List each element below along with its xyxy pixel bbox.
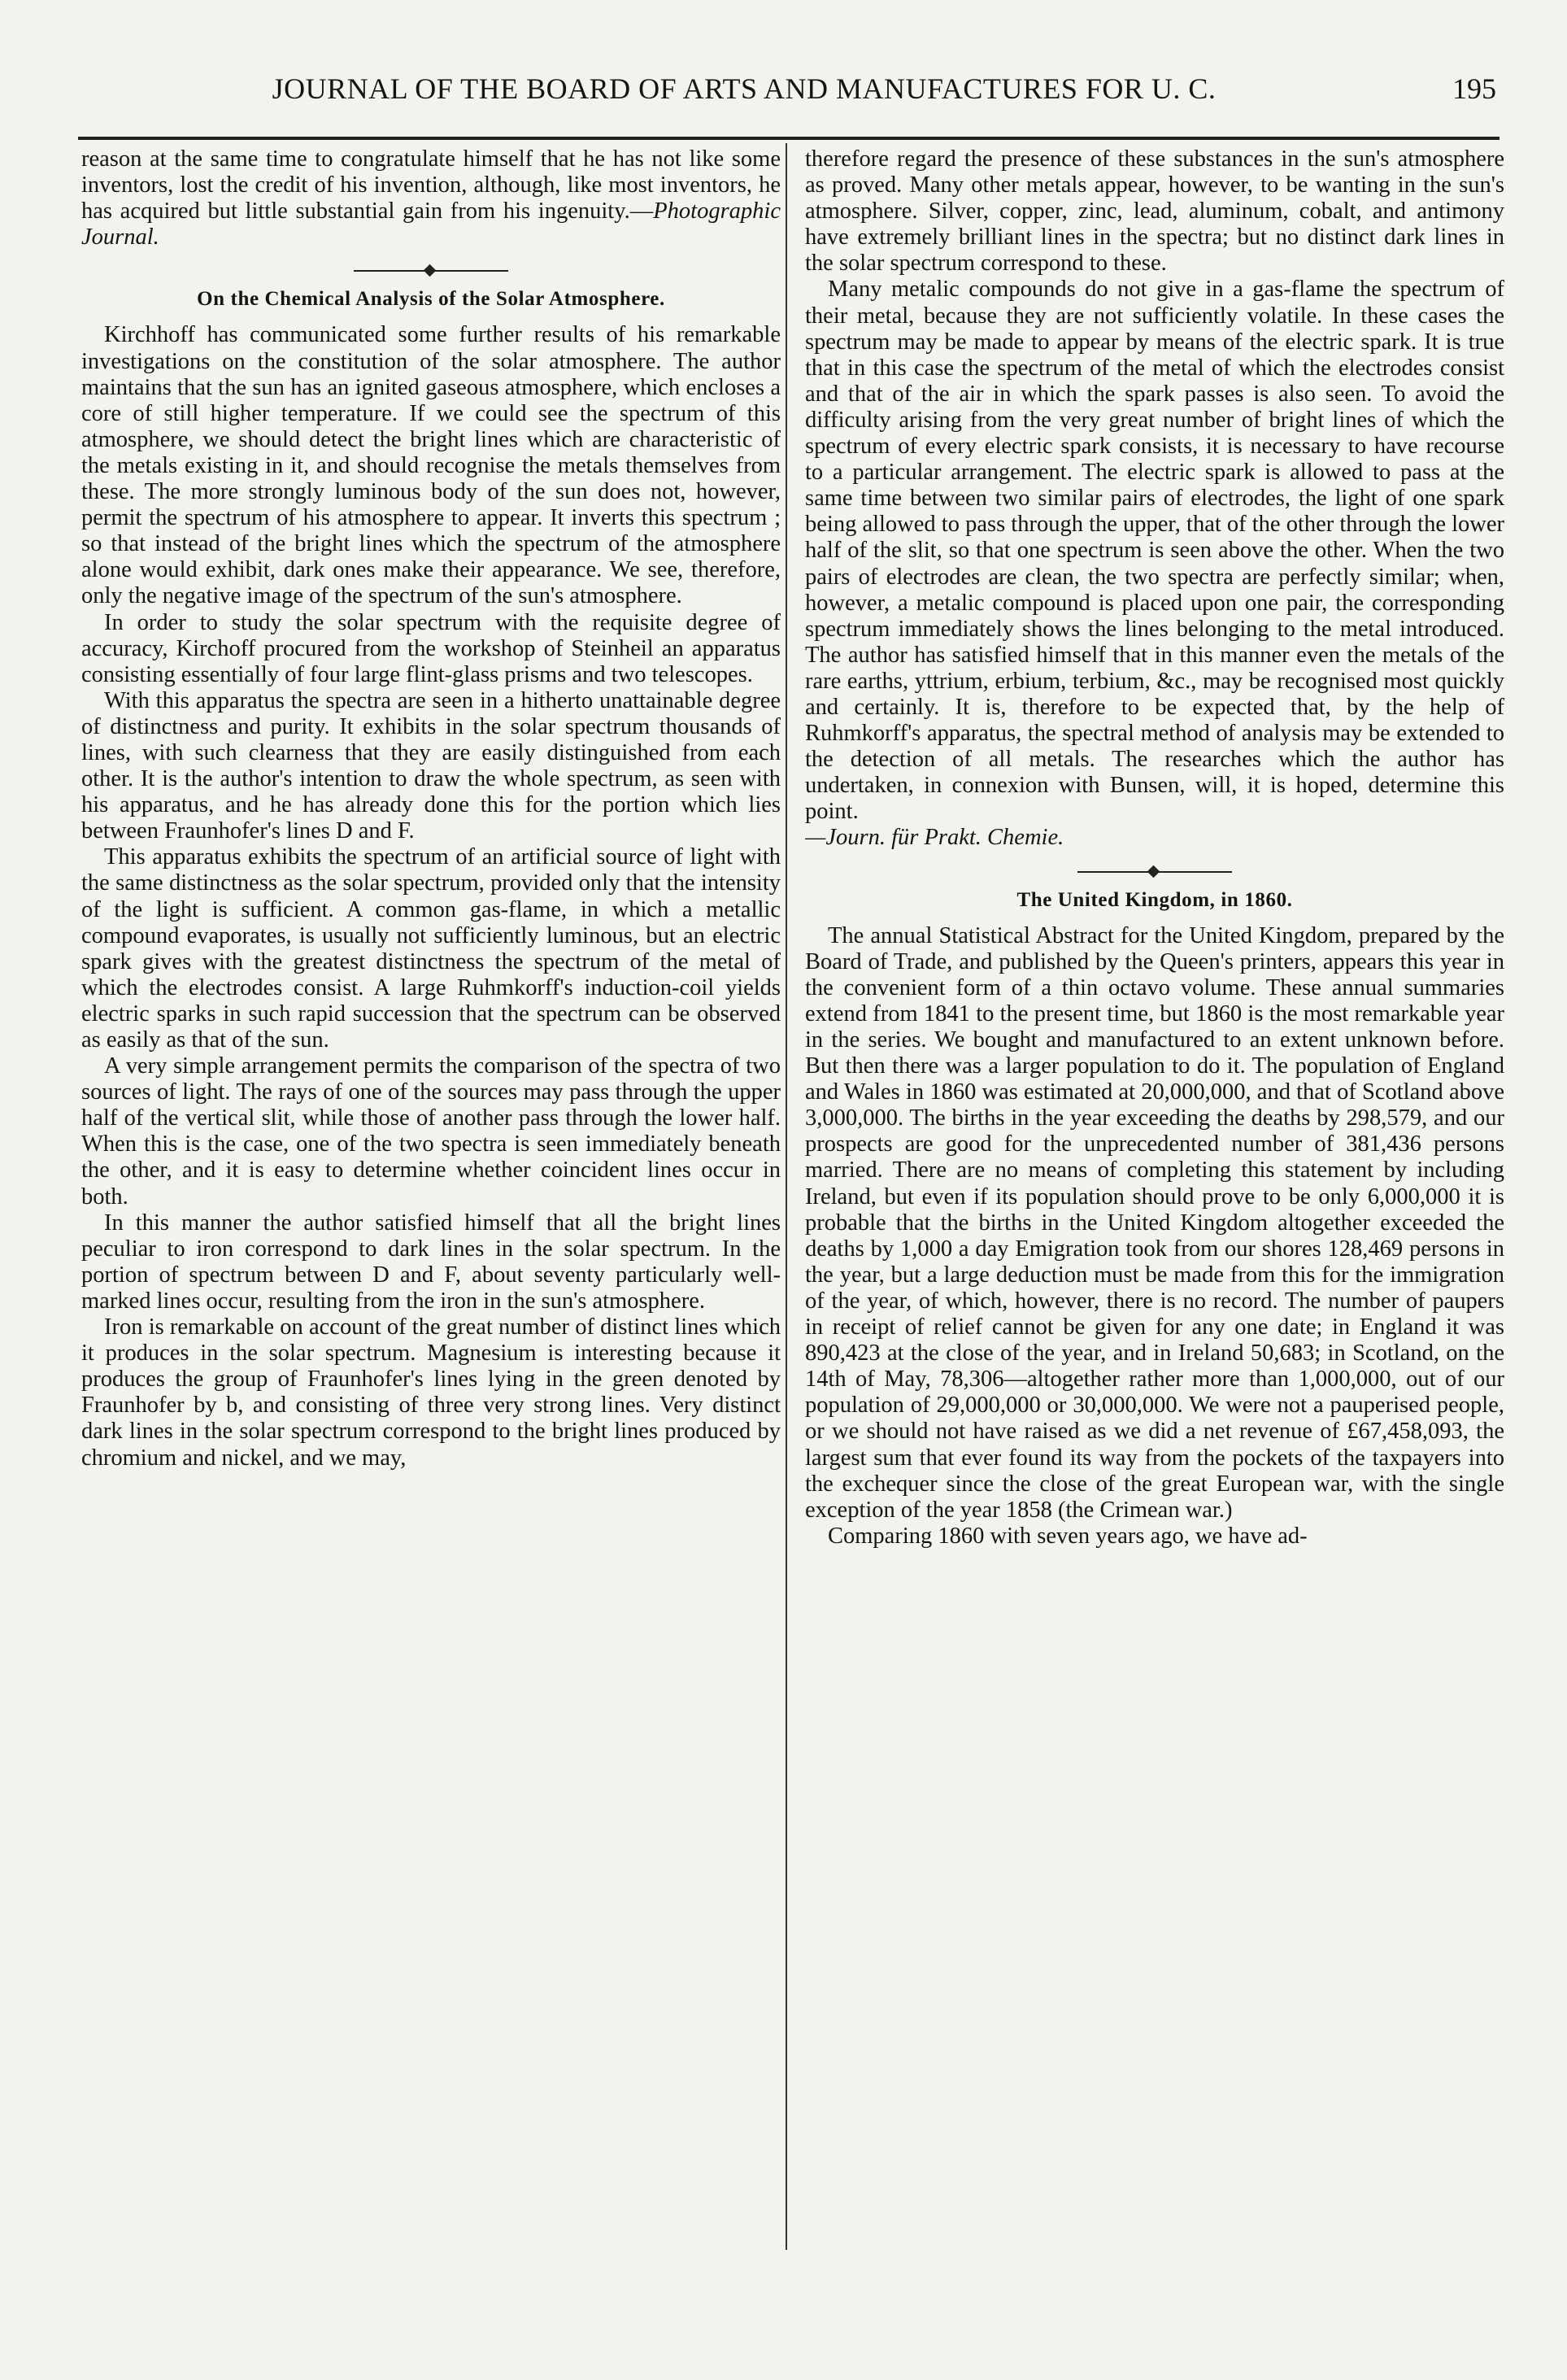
section-divider — [1077, 866, 1232, 878]
article-title-solar-atmosphere: On the Chemical Analysis of the Solar Atmosphere. — [197, 288, 665, 311]
article-paragraph: In order to study the solar spectrum with the requisite degree of accuracy, Kirchoff procured from the workshop of Steinheil an apparatus consisting essentially of four large flint-glass prisms and two telescopes. — [81, 609, 781, 687]
article-paragraph: Many metalic compounds do not give in a gas-flame the spectrum of their metal, because they are not sufficiently volatile. In these cases the spectrum may be made to appear by means of the electric spark. It is true that in this case the spectrum of the metal of which the electrodes consist and that of the air in which the spark passes is also seen. To avoid the difficulty arising from the very great number of bright lines of which the spectrum of every electric spark consists, it is necessary to have recourse to a particular arrangement. The electric spark is allowed to pass at the same time between two similar pairs of electrodes, the light of one spark being allowed to pass through the upper, that of the other through the lower half of the slit, so that one spectrum is seen above the other. When the two pairs of electrodes are clean, the two spectra are perfectly similar; when, however, a metalic compound is placed upon one pair, the corresponding spectrum immediately shows the lines belonging to the metal introduced. The author has satisfied himself that in this manner even the metals of the rare earths, yttrium, erbium, terbium, &c., may be recognised most quickly and certainly. It is, therefore to be expected that, by the help of Ruhmkorff's apparatus, the spectral method of analysis may be extended to the detection of all metals. The researches which the author has undertaken, in connexion with Bunsen, will, it is hoped, determine this point. — [805, 277, 1504, 825]
section-divider — [354, 265, 508, 277]
article-paragraph: Kirchhoff has communicated some further results of his remarkable investigations on the constitution of the solar atmosphere. The author maintains that the sun has an ignited gaseous atmosphere, which encloses a core of still higher temperature. If we could see the spectrum of this atmosphere, we should detect the bright lines which are characteristic of the metals existing in it, and should recognise the metals themselves from these. The more strongly luminous body of the sun does not, however, permit the spectrum of his atmosphere to appear. It inverts this spectrum ; so that instead of the bright lines which the spectrum of the atmosphere alone would exhibit, dark ones make their appearance. We see, therefore, only the negative image of the spectrum of the sun's atmosphere. — [81, 322, 781, 609]
header-rule — [78, 137, 1500, 140]
article-paragraph: In this manner the author satisfied himself that all the bright lines peculiar to iron correspond to dark lines in the solar spectrum. In the portion of spectrum between D and F, about seventy particularly well-marked lines occur, resulting from the iron in the sun's atmosphere. — [81, 1210, 781, 1314]
article-paragraph: With this apparatus the spectra are seen in a hitherto unattainable degree of distinctness and purity. It exhibits in the solar spectrum thousands of lines, with such clearness that they are easily distinguished from each other. It is the author's intention to draw the whole spectrum, as seen with his apparatus, and he has already done this for the portion which lies between Fraunhofer's lines D and F. — [81, 687, 781, 844]
article-paragraph: Comparing 1860 with seven years ago, we have ad- — [828, 1523, 1308, 1549]
article-title-united-kingdom: The United Kingdom, in 1860. — [1016, 888, 1293, 911]
article-paragraph: The annual Statistical Abstract for the United Kingdom, prepared by the Board of Trade, and published by the Queen's printers, appears this year in the convenient form of a thin octavo volume. These annual summaries extend from 1841 to the present time, but 1860 is the most remarkable year in the series. We bought and manufactured to an extent unknown before. But then there was a larger population to do it. The population of England and Wales in 1860 was estimated at 20,000,000, and that of Scotland above 3,000,000. The births in the year exceeding the deaths by 298,579, and our prospects are good for the unprecedented number of 381,436 persons married. There are no means of completing this statement by including Ireland, but even if its population should prove to be only 6,000,000 it is probable that the births in the United Kingdom altogether exceeded the deaths by 1,000 a day Emigration took from our shores 128,469 persons in the year, but a large deduction must be made from this for the immigration of the year, of which, however, there is no record. The number of paupers in receipt of relief cannot be given for any one date; in England it was 890,423 at the close of the year, and in Ireland 50,683; in Scotland, on the 14th of May, 78,306—altogether rather more than 1,000,000, out of our population of 29,000,000 or 30,000,000. We were not a pauperised people, or we should not have raised as we did a net revenue of £67,458,093, the largest sum that ever found its way from the pockets of the taxpayers into the exchequer since the close of the great European war, with the single exception of the year 1858 (the Crimean war.) — [805, 922, 1504, 1523]
source-citation: —Journ. für Prakt. Chemie. — [805, 825, 1064, 851]
left-column — [81, 146, 781, 2261]
article-paragraph: Iron is remarkable on account of the great number of distinct lines which it produces in the solar spectrum. Magnesium is interesting because it produces the group of Fraunhofer's lines lying in the green denoted by Fraunhofer by b, and consisting of three very strong lines. Very distinct dark lines in the solar spectrum correspond to the bright lines produced by chromium and nickel, and we may, — [81, 1314, 781, 1471]
page-number: 195 — [1452, 72, 1496, 105]
right-column — [805, 146, 1504, 2261]
article-source-credit — [805, 825, 1504, 851]
article-paragraph: therefore regard the presence of these substances in the sun's atmosphere as proved. Many other metals appear, however, to be wanting in the sun's atmosphere. Silver, copper, zinc, lead, aluminum, cobalt, and antimony have extremely brilliant lines in the spectra; but no distinct dark lines in the solar spectrum correspond to these. — [805, 146, 1504, 277]
page-header — [81, 72, 1496, 120]
continuation-text: reason at the same time to congratulate himself that he has not like some inventors, lost the credit of his invention, although, like most inventors, he has acquired but little substantial gain from his ingenuity.— — [81, 146, 781, 224]
continuation-paragraph — [81, 146, 781, 251]
article-paragraph: A very simple arrangement permits the comparison of the spectra of two sources of light. The rays of one of the sources may pass through the upper half of the vertical slit, while those of another pass through the lower half. When this is the case, one of the two spectra is seen immediately beneath the other, and it is easy to determine whether coincident lines occur in both. — [81, 1053, 781, 1210]
column-divider — [786, 143, 787, 2250]
continuation-source: Photographic Journal. — [81, 198, 781, 251]
running-head: JOURNAL OF THE BOARD OF ARTS AND MANUFACTURES FOR U. C. — [272, 72, 1217, 105]
article-paragraph: This apparatus exhibits the spectrum of an artificial source of light with the same distinctness as the solar spectrum, provided only that the intensity of the light is sufficient. A common gas-flame, in which a metallic compound evaporates, is usually not sufficiently luminous, but an electric spark gives with the greatest distinctness the spectrum of the metal of which the electrodes consist. A large Ruhmkorff's induction-coil yields electric sparks in such rapid succession that the spectrum can be observed as easily as that of the sun. — [81, 844, 781, 1053]
